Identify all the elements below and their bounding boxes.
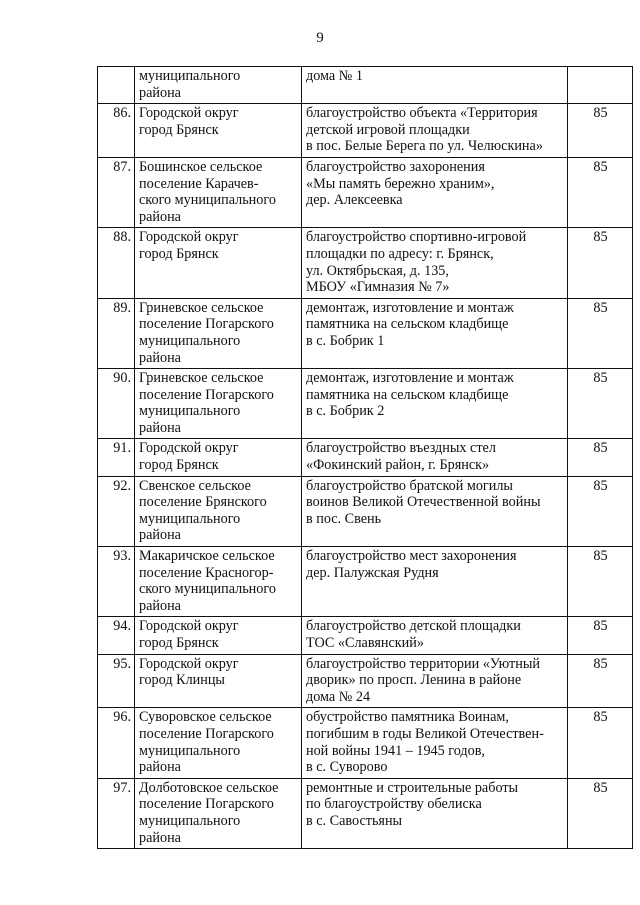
amount-cell: 85 <box>568 157 633 227</box>
row-number: 86. <box>98 104 135 158</box>
object-cell: благоустройство братской могилы воинов Великой Отечественной войны в пос. Свень <box>302 476 568 546</box>
municipality-cell: Долботовское сельское поселение Погарского муниципального района <box>135 778 302 848</box>
row-number <box>98 67 135 104</box>
municipality-cell: Городской округ город Брянск <box>135 439 302 476</box>
object-cell: благоустройство территории «Уютный дворик» по просп. Ленина в районе дома № 24 <box>302 654 568 708</box>
municipality-cell: Гриневское сельское поселение Погарского муниципального района <box>135 298 302 368</box>
row-number: 92. <box>98 476 135 546</box>
table-row <box>98 476 633 546</box>
table-row <box>98 67 633 104</box>
municipality-cell: Городской округ город Брянск <box>135 104 302 158</box>
amount-cell: 85 <box>568 708 633 778</box>
row-number: 96. <box>98 708 135 778</box>
amount-cell: 85 <box>568 778 633 848</box>
municipality-cell: Бошинское сельское поселение Карачев- ского муниципального района <box>135 157 302 227</box>
municipality-cell: муниципального района <box>135 67 302 104</box>
table-row <box>98 778 633 848</box>
amount-cell: 85 <box>568 476 633 546</box>
row-number: 95. <box>98 654 135 708</box>
table-row <box>98 547 633 617</box>
amount-cell: 85 <box>568 228 633 298</box>
row-number: 90. <box>98 369 135 439</box>
amount-cell: 85 <box>568 439 633 476</box>
table-row <box>98 439 633 476</box>
amount-cell: 85 <box>568 104 633 158</box>
object-cell: демонтаж, изготовление и монтаж памятника на сельском кладбище в с. Бобрик 1 <box>302 298 568 368</box>
row-number: 91. <box>98 439 135 476</box>
table-row <box>98 104 633 158</box>
allocation-table <box>97 66 633 849</box>
table-row <box>98 708 633 778</box>
municipality-cell: Свенское сельское поселение Брянского муниципального района <box>135 476 302 546</box>
row-number: 97. <box>98 778 135 848</box>
object-cell: благоустройство мест захоронения дер. Палужская Рудня <box>302 547 568 617</box>
municipality-cell: Суворовское сельское поселение Погарского муниципального района <box>135 708 302 778</box>
table-row <box>98 617 633 654</box>
amount-cell: 85 <box>568 547 633 617</box>
amount-cell: 85 <box>568 654 633 708</box>
page-number: 9 <box>316 30 324 46</box>
object-cell: благоустройство детской площадки ТОС «Славянский» <box>302 617 568 654</box>
object-cell: благоустройство объекта «Территория детской игровой площадки в пос. Белые Берега по ул. Челюскина» <box>302 104 568 158</box>
table-row <box>98 369 633 439</box>
object-cell: демонтаж, изготовление и монтаж памятника на сельском кладбище в с. Бобрик 2 <box>302 369 568 439</box>
row-number: 89. <box>98 298 135 368</box>
row-number: 87. <box>98 157 135 227</box>
row-number: 94. <box>98 617 135 654</box>
amount-cell: 85 <box>568 617 633 654</box>
table-row <box>98 298 633 368</box>
municipality-cell: Городской округ город Брянск <box>135 228 302 298</box>
object-cell: благоустройство въездных стел «Фокинский район, г. Брянск» <box>302 439 568 476</box>
municipality-cell: Городской округ город Брянск <box>135 617 302 654</box>
table-row <box>98 654 633 708</box>
municipality-cell: Макаричское сельское поселение Красногор- ского муниципального района <box>135 547 302 617</box>
table-row <box>98 157 633 227</box>
amount-cell: 85 <box>568 369 633 439</box>
municipality-cell: Городской округ город Клинцы <box>135 654 302 708</box>
amount-cell: 85 <box>568 298 633 368</box>
object-cell: обустройство памятника Воинам, погибшим в годы Великой Отечествен- ной войны 1941 – 1945 годов, в с. Суворово <box>302 708 568 778</box>
municipality-cell: Гриневское сельское поселение Погарского муниципального района <box>135 369 302 439</box>
object-cell: дома № 1 <box>302 67 568 104</box>
object-cell: ремонтные и строительные работы по благоустройству обелиска в с. Савостьяны <box>302 778 568 848</box>
object-cell: благоустройство захоронения «Мы память бережно храним», дер. Алексеевка <box>302 157 568 227</box>
table-row <box>98 228 633 298</box>
row-number: 93. <box>98 547 135 617</box>
row-number: 88. <box>98 228 135 298</box>
object-cell: благоустройство спортивно-игровой площадки по адресу: г. Брянск, ул. Октябрьская, д. 135, МБОУ «Гимназия № 7» <box>302 228 568 298</box>
amount-cell <box>568 67 633 104</box>
